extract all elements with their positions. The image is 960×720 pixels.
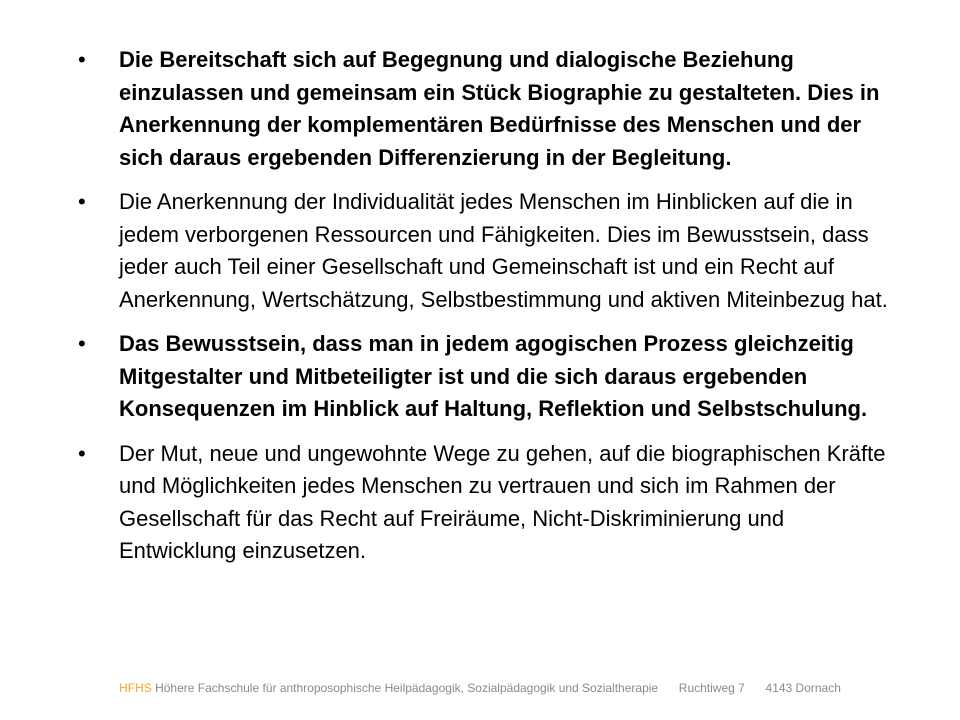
footer-school-name: Höhere Fachschule für anthroposophische Heilpädagogik, Sozialpädagogik und Sozialtherapie — [155, 681, 659, 695]
bullet-icon: • — [78, 440, 86, 466]
footer — [0, 680, 960, 696]
bullet-text: Die Bereitschaft sich auf Begegnung und dialogische Beziehung einzulassen und gemeinsam ein Stück Biographie zu gestalteten. Dies in Anerkennung der komplementären Bedürfnisse des Menschen und der sich daraus ergebenden Differenzierung in der Begleitung. — [119, 47, 880, 170]
footer-brand: HFHS — [119, 681, 152, 695]
bullet-icon: • — [78, 189, 86, 214]
bullet-list — [78, 44, 898, 580]
bullet-item — [78, 186, 898, 316]
bullet-text: Das Bewusstsein, dass man in jedem agogischen Prozess gleichzeitig Mitgestalter und Mitbeteiligter ist und die sich daraus ergebenden Konsequenzen im Hinblick auf Haltung, Reflektion und Selbstschulung. — [119, 331, 868, 421]
bullet-text: Der Mut, neue und ungewohnte Wege zu gehen, auf die biographischen Kräfte und Möglichkeiten jedes Menschen zu vertrauen und sich im Rahmen der Gesellschaft für das Recht auf Freiräume, Nicht-Diskriminierung und Entwicklung einzusetzen. — [119, 440, 886, 563]
bullet-icon: • — [78, 47, 86, 72]
footer-city: 4143 Dornach — [765, 681, 841, 695]
footer-street: Ruchtiweg 7 — [678, 681, 745, 695]
bullet-text: Die Anerkennung der Individualität jedes Menschen im Hinblicken auf die in jedem verborgenen Ressourcen und Fähigkeiten. Dies im Bewusstsein, dass jeder auch Teil einer Gesellschaft und Gemeinschaft ist und ein Recht auf Anerkennung, Wertschätzung, Selbstbestimmung und aktiven Miteinbezug hat. — [119, 189, 888, 312]
bullet-item — [78, 44, 898, 174]
bullet-icon: • — [78, 331, 86, 356]
bullet-item — [78, 328, 898, 426]
bullet-item — [78, 438, 898, 568]
